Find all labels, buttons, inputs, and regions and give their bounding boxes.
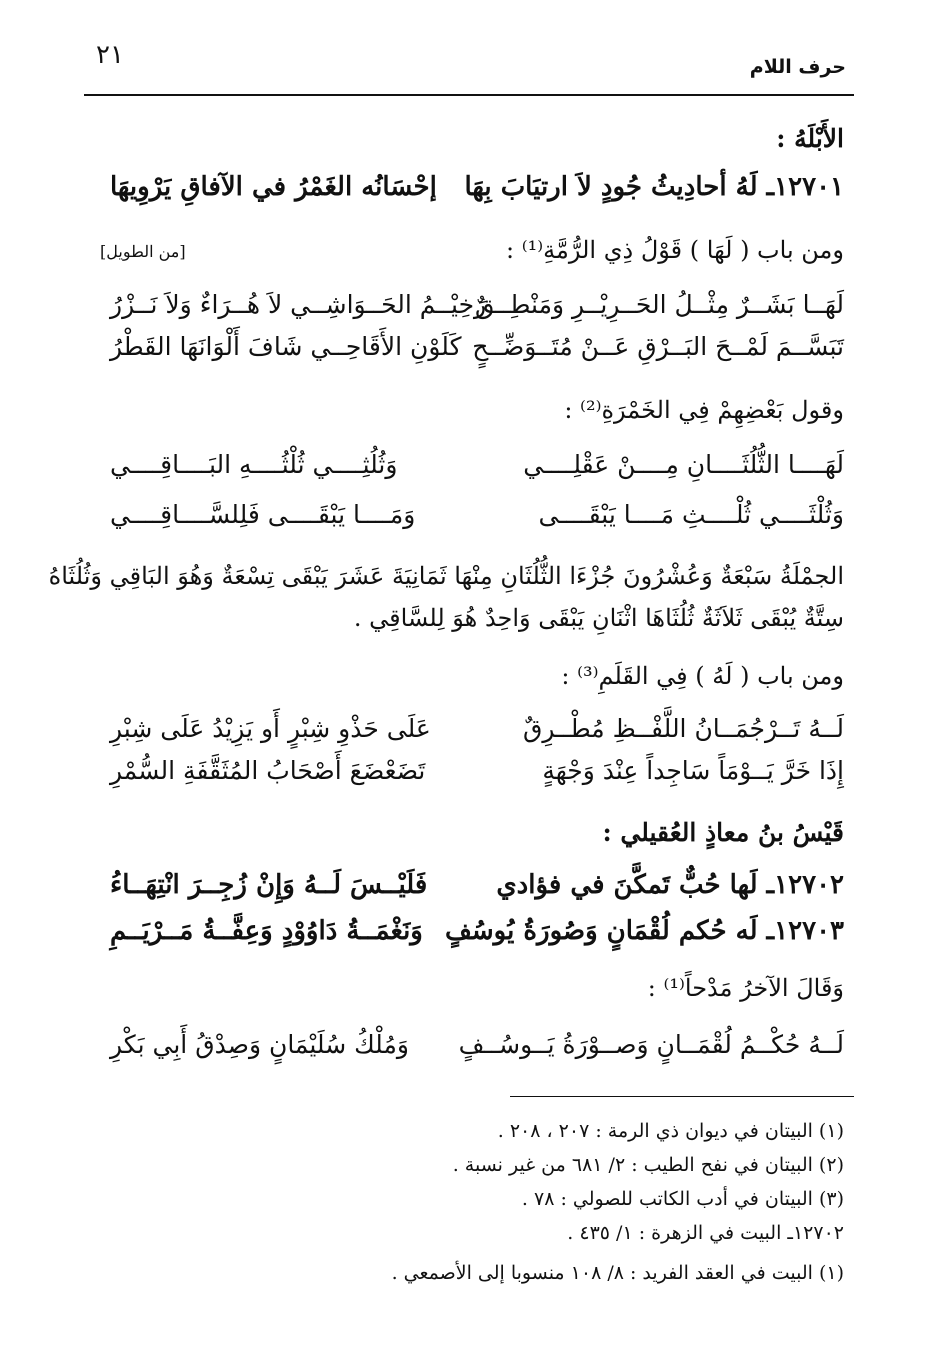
explanation-line-2: سِتَّةٌ يُبْقَى ثَلاَثَةٌ ثُلُثَاهَا اثْنَانِ يَبْقَى وَاحِدٌ هُوَ لِلسَّاقِي . xyxy=(353,604,844,632)
header-divider xyxy=(84,94,854,96)
hemistich-second: وَمَــــا يَبْقَــــى فَلِلسَّــــاقِــــي xyxy=(110,500,416,529)
hemistich-first: لَهَــــا الثُّلُثَــــانِ مِــــنْ عَقْلِــــي xyxy=(523,450,844,479)
verse-poem2-2 xyxy=(110,500,844,544)
verse-poem4-1 xyxy=(110,1030,844,1074)
verse-poem1-1 xyxy=(110,290,844,334)
intro-khamra: وقول بَعْضِهِمْ فِي الخَمْرَةِ⁽²⁾ : xyxy=(564,396,844,424)
hemistich-first: ١٢٧٠٢ـ لَها حُبٌّ تَمكَّنَ في فؤادي xyxy=(496,870,844,900)
hemistich-second: كَلَوْنِ الأَقَاحِــي شَافَ أَلْوَانَهَا القَطْرُ xyxy=(110,332,462,361)
footnote-3: (٣) البيتان في أدب الكاتب للصولي : ٧٨ . xyxy=(521,1188,844,1210)
hemistich-second: وَمُلْكُ سُلَيْمَانٍ وَصِدْقُ أَبِي بَكْرِ xyxy=(110,1030,409,1059)
section-heading-ablah: الأَبْلَهُ : xyxy=(776,124,844,153)
verse-poem2-1 xyxy=(110,450,844,494)
verse-12702 xyxy=(110,870,844,914)
chapter-title: حرف اللام xyxy=(749,56,846,78)
hemistich-second: وَثُلُثِــــي ثُلْثُــــهِ البَــــاقِــــي xyxy=(110,450,398,479)
hemistich-second: فَلَيْــسَ لَــهُ وَإِنْ زُجِــرَ انْتِهَــاءُ xyxy=(110,870,428,900)
hemistich-first: إِذَا خَرَّ يَــوْمَاً سَاجِداً عِنْدَ وَجْهَةٍ xyxy=(542,756,844,785)
footnote-12702: ١٢٧٠٢ـ البيت في الزهرة : ١/ ٤٣٥ . xyxy=(567,1222,844,1244)
page-number: ٢١ xyxy=(96,40,124,70)
section-heading-qays: قَيْسُ بنُ معاذٍ العُقيلي : xyxy=(602,818,844,847)
intro-madh: وَقَالَ الآخرُ مَدْحاً⁽¹⁾ : xyxy=(647,974,844,1002)
hemistich-first: وَثُلْثَــــي ثُلْــــثِ مَــــا يَبْقَــــى xyxy=(538,500,844,529)
hemistich-first: ١٢٧٠٣ـ لَه حُكم لُقْمَانٍ وَصُورَةُ يُوسُفٍ xyxy=(444,916,844,946)
footnote-2: (٢) البيتان في نفح الطيب : ٢/ ٦٨١ من غير نسبة . xyxy=(452,1154,844,1176)
verse-12703 xyxy=(110,916,844,960)
verse-12701 xyxy=(110,172,844,216)
hemistich-first: لَــهُ تَــرْجُمَــانُ اللَّفْــظِ مُطْــرِقٌ xyxy=(522,714,844,743)
hemistich-first: تَبَسَّــمَ لَمْــحَ البَــرْقِ عَــنْ مُتَــوَضِّــحٍ xyxy=(472,332,844,361)
verse-poem3-2 xyxy=(110,756,844,800)
intro-qalam: ومن باب ( لَهُ ) فِي القَلَمِ⁽³⁾ : xyxy=(561,662,844,690)
hemistich-first: لَــهُ حُكْــمُ لُقْمَــانٍ وَصــوْرَةُ يَــوسُــفٍ xyxy=(458,1030,844,1059)
hemistich-first: ١٢٧٠١ـ لَهُ أحادِيثُ جُودٍ لاَ ارتيَابَ بِهَا xyxy=(464,172,844,202)
footnote-4: (١) البيت في العقد الفريد : ٨/ ١٠٨ منسوبا إلى الأصمعي . xyxy=(391,1262,844,1284)
intro-dhi-rumma: ومن باب ( لَهَا ) قَوْلُ ذِي الرُّمَّةِ⁽¹⁾ : xyxy=(506,236,844,264)
hemistich-second: عَلَى حَذْوِ شِبْرٍ أَو يَزِيْدُ عَلَى شِبْرِ xyxy=(110,714,431,743)
verse-poem3-1 xyxy=(110,714,844,758)
hemistich-second: تَضَعْضَعَ أَصْحَابُ المُثَقَّفَةِ السُّمْرِ xyxy=(110,756,426,785)
hemistich-second: إحْسَانُه الغَمْرُ في الآفاقِ يَرْوِيهَا xyxy=(110,172,437,202)
hemistich-second: وَنَغْمَــةُ دَاوُوْدٍ وَعِفَّــةُ مَــرْيَــمِ xyxy=(110,916,423,946)
hemistich-second: رَخِيْــمُ الحَــوَاشِــي لاَ هُــرَاءٌ وَلاَ نَــزْرُ xyxy=(110,290,487,319)
hemistich-first: لَهَــا بَشَــرٌ مِثْــلُ الحَــرِيْــرِ وَمَنْطِــقٌ xyxy=(475,290,844,319)
meter-label: [من الطويل] xyxy=(100,242,186,261)
verse-poem1-2 xyxy=(110,332,844,376)
footnote-1: (١) البيتان في ديوان ذي الرمة : ٢٠٧ ، ٢٠٨ . xyxy=(497,1120,844,1142)
footnote-divider xyxy=(510,1096,854,1097)
explanation-line-1: الجمْلَةُ سَبْعَةٌ وَعُشْرُونَ جُزْءَا الثُّلُثَانِ مِنْهَا ثَمَانِيَةَ عَشَرَ يَبْقَى تِسْعَةٌ وَهُوَ البَاقِي وَثُلُثَاهُ xyxy=(48,562,844,590)
